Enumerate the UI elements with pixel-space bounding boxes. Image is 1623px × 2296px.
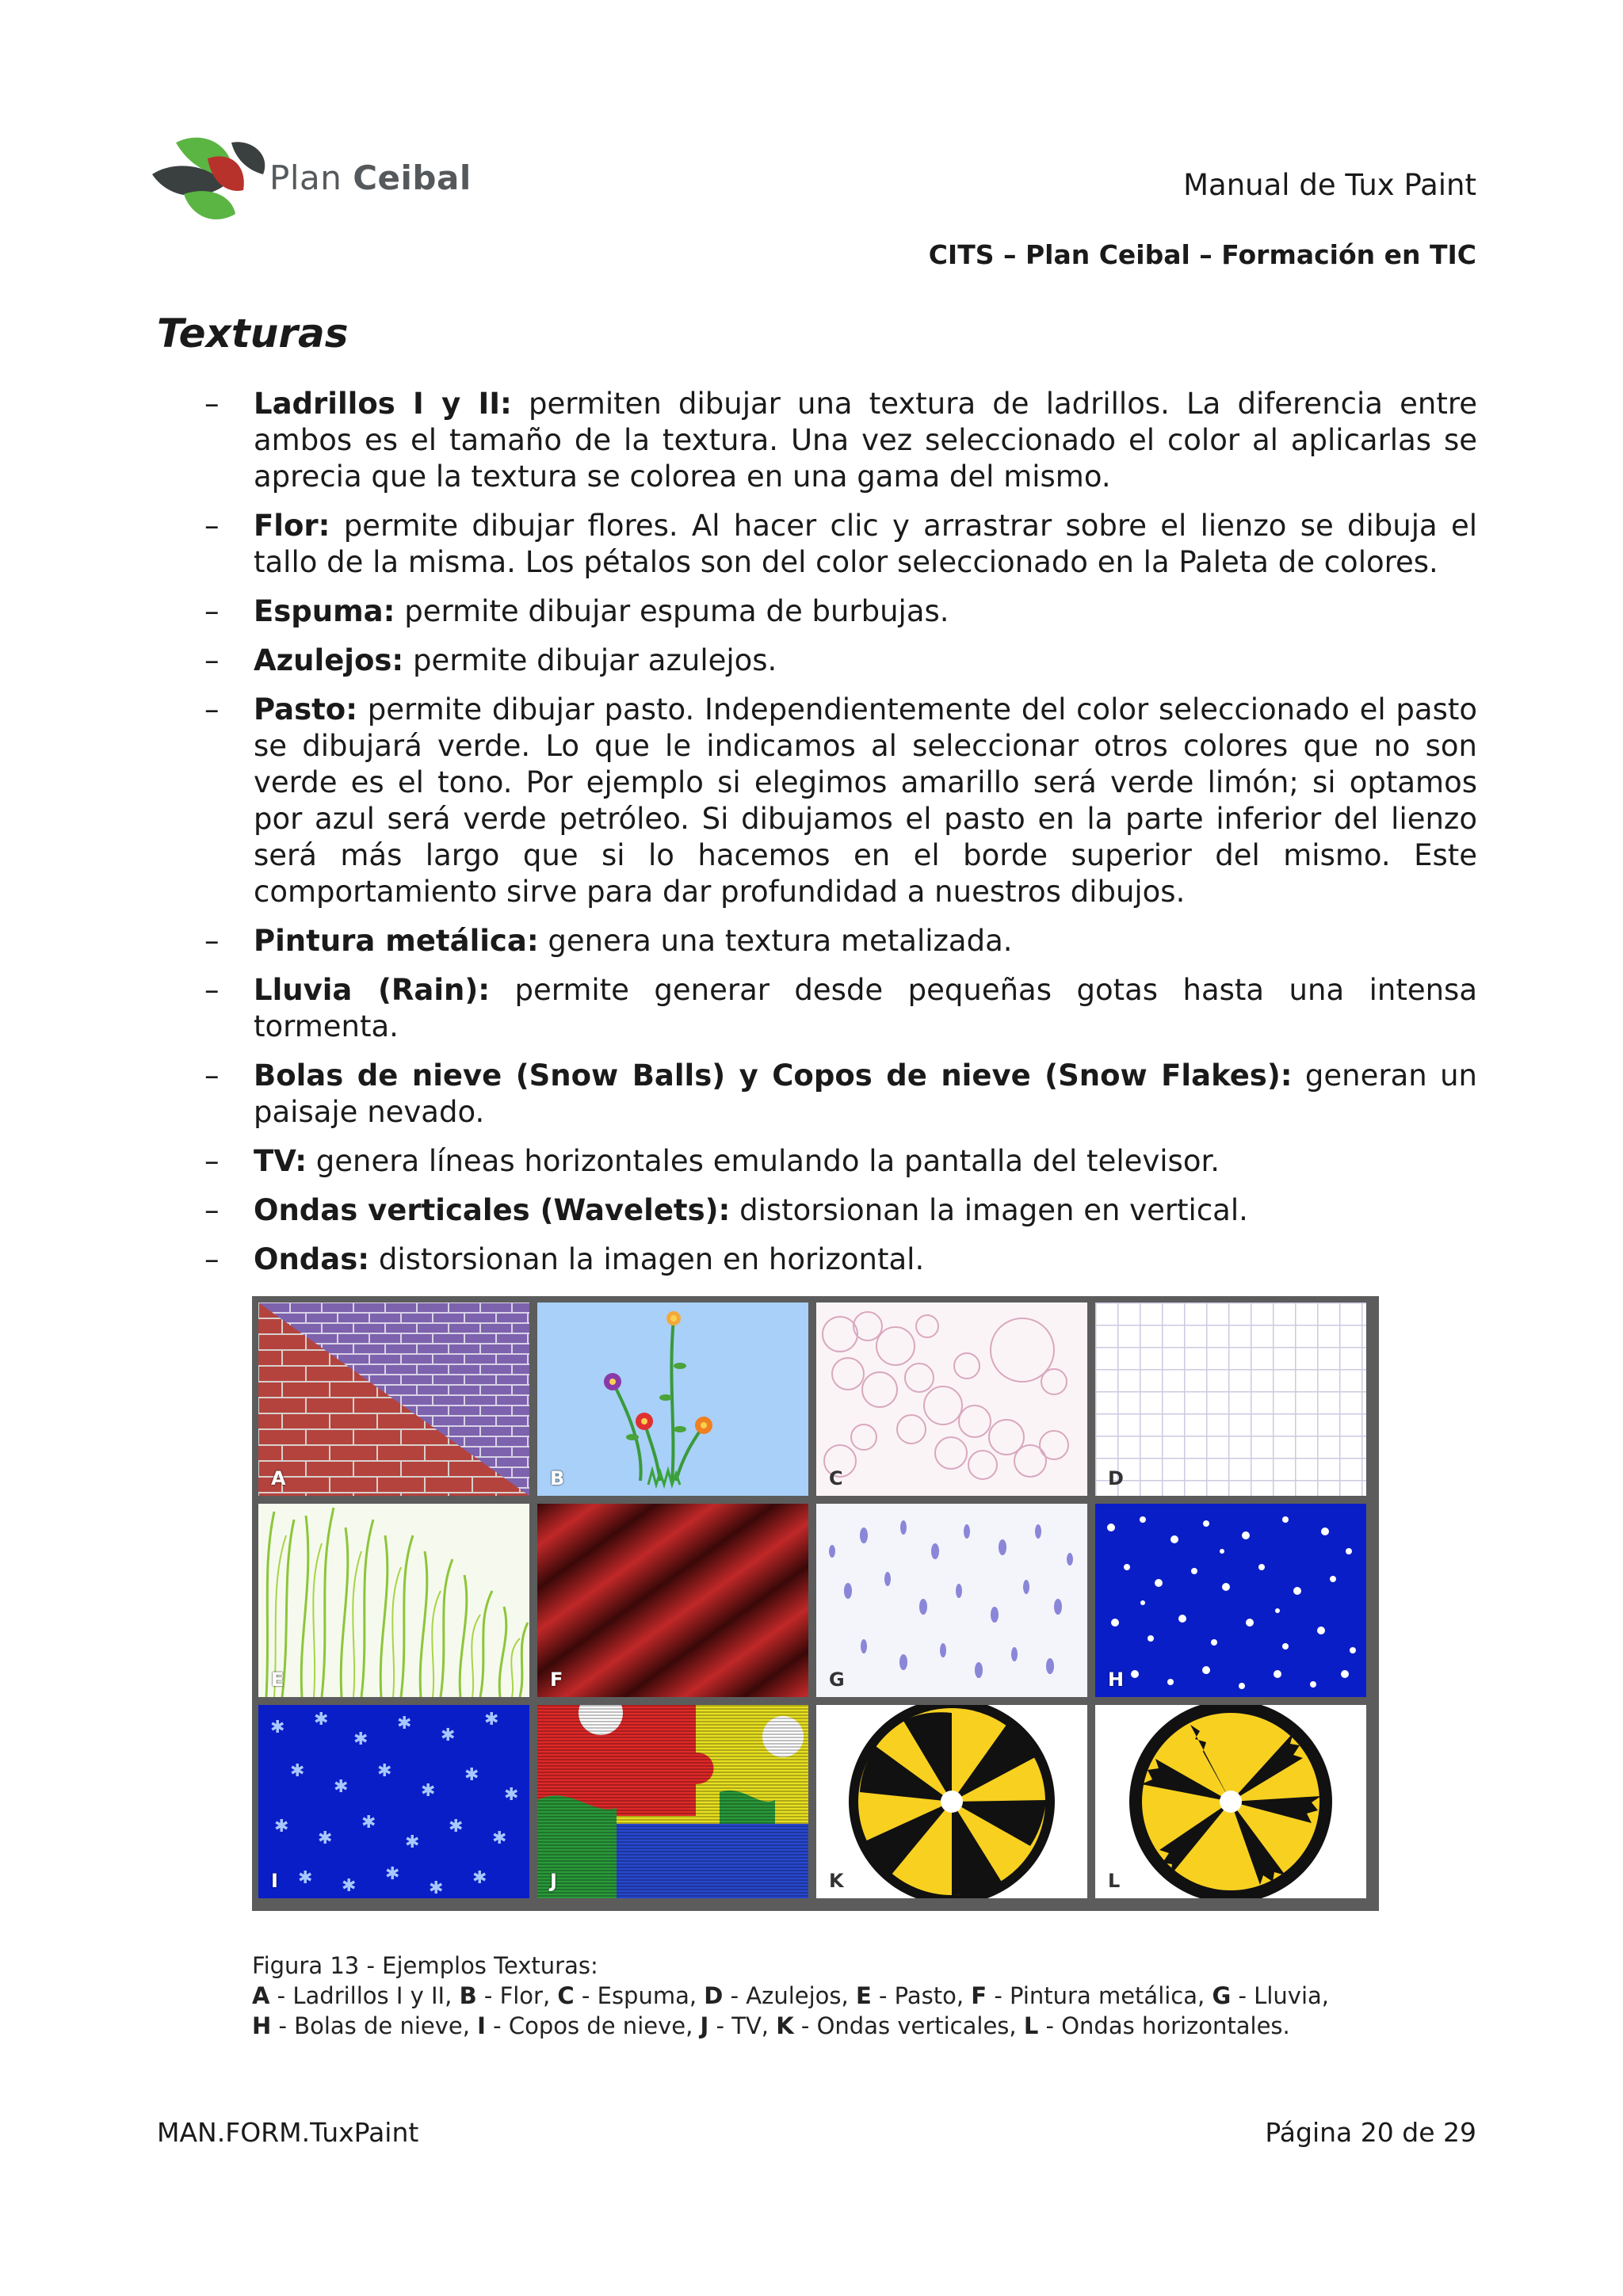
- tile-label: E: [271, 1669, 285, 1691]
- item-text: generan un paisaje nevado.: [254, 1058, 1477, 1129]
- texture-list: [204, 386, 1477, 1291]
- tile-label: I: [271, 1870, 278, 1892]
- caption-value: - Pintura metálica,: [987, 1982, 1212, 2009]
- list-item: [204, 1241, 1477, 1278]
- caption-key: H: [252, 2012, 272, 2039]
- caption-line-2: [252, 1981, 1329, 2011]
- svg-text:✱: ✱: [472, 1868, 487, 1888]
- caption-value: - Ondas horizontales.: [1038, 2012, 1290, 2039]
- tile-horizontal-waves: [1095, 1705, 1366, 1898]
- list-item: [204, 923, 1477, 959]
- item-term: Azulejos:: [254, 643, 404, 677]
- caption-key: B: [459, 1982, 477, 2009]
- item-term: Bolas de nieve (Snow Balls) y Copos de nieve (Snow Flakes):: [254, 1058, 1293, 1093]
- tile-label: F: [550, 1669, 563, 1691]
- item-term: TV:: [254, 1144, 307, 1178]
- svg-text:✱: ✱: [318, 1829, 333, 1848]
- tile-grass: [258, 1504, 529, 1697]
- caption-value: - TV,: [708, 2012, 777, 2039]
- svg-text:✱: ✱: [405, 1833, 420, 1852]
- list-item: [204, 643, 1477, 679]
- item-text: permite generar desde pequeñas gotas hasta una intensa tormenta.: [254, 973, 1477, 1043]
- caption-key: I: [477, 2012, 486, 2039]
- svg-text:✱: ✱: [385, 1864, 400, 1884]
- svg-text:✱: ✱: [361, 1813, 376, 1833]
- list-item: [204, 508, 1477, 581]
- tile-label: C: [829, 1467, 843, 1489]
- svg-text:✱: ✱: [270, 1718, 285, 1737]
- tile-vertical-waves: [816, 1705, 1087, 1898]
- footer-doc-code: MAN.FORM.TuxPaint: [157, 2117, 419, 2148]
- tile-label: A: [271, 1467, 286, 1489]
- tile-foam: [816, 1302, 1087, 1496]
- svg-text:✱: ✱: [504, 1785, 519, 1805]
- item-term: Flor:: [254, 509, 330, 543]
- svg-text:✱: ✱: [449, 1817, 464, 1836]
- item-term: Ladrillos I y II:: [254, 387, 512, 421]
- bullet-dash: –: [204, 1058, 220, 1093]
- item-term: Ondas:: [254, 1242, 370, 1276]
- list-item: [204, 386, 1477, 495]
- svg-text:✱: ✱: [397, 1714, 412, 1733]
- item-text: permite dibujar pasto. Independientemente del color seleccionado el pasto se dibujará verde. Lo que le indicamos al seleccionar otros colores que no son verde es el tono. Por ejemplo si elegimos amarillo será verde limón; si optamos por azul será verde petróleo. Si dibujamos el pasto en la parte inferior del lienzo será más largo que si lo hacemos en el borde superior del mismo. Este comportamiento sirve para dar profundidad a nuestros dibujos.: [254, 692, 1477, 909]
- caption-value: - Ladrillos I y II,: [269, 1982, 460, 2009]
- svg-text:✱: ✱: [290, 1761, 305, 1781]
- tile-rain: [816, 1504, 1087, 1697]
- tile-tv: [537, 1705, 808, 1898]
- item-text: permiten dibujar una textura de ladrillos. La diferencia entre ambos es el tamaño de la textura. Una vez seleccionado el color al aplicarlas se aprecia que la textura se colorea en una gama del mismo.: [254, 387, 1477, 494]
- bullet-dash: –: [204, 387, 220, 421]
- bullet-dash: –: [204, 1193, 220, 1227]
- caption-key: E: [855, 1982, 872, 2009]
- item-text: genera líneas horizontales emulando la pantalla del televisor.: [307, 1144, 1220, 1178]
- caption-line-3: [252, 2011, 1329, 2041]
- svg-text:✱: ✱: [429, 1878, 444, 1898]
- item-term: Lluvia (Rain):: [254, 973, 491, 1007]
- item-term: Pasto:: [254, 692, 358, 727]
- list-item: [204, 593, 1477, 630]
- caption-title: Figura 13 - Ejemplos Texturas:: [252, 1952, 598, 1979]
- tile-label: L: [1108, 1870, 1121, 1892]
- list-item: [204, 972, 1477, 1045]
- bullet-dash: –: [204, 692, 220, 727]
- svg-text:✱: ✱: [484, 1710, 499, 1730]
- caption-value: - Pasto,: [871, 1982, 972, 2009]
- section-title: Texturas: [157, 311, 349, 357]
- document-title: Manual de Tux Paint: [1183, 168, 1476, 202]
- bullet-dash: –: [204, 1144, 220, 1178]
- item-term: Ondas verticales (Wavelets):: [254, 1193, 731, 1227]
- tile-bricks: [258, 1302, 529, 1496]
- caption-key: L: [1023, 2012, 1039, 2039]
- item-text: genera una textura metalizada.: [538, 924, 1013, 958]
- bullet-dash: –: [204, 594, 220, 628]
- caption-value: - Lluvia,: [1231, 1982, 1329, 2009]
- bullet-dash: –: [204, 509, 220, 543]
- svg-text:✱: ✱: [334, 1777, 349, 1797]
- bullet-dash: –: [204, 1242, 220, 1276]
- tile-snow-balls: [1095, 1504, 1366, 1697]
- logo-text: Plan Ceibal: [269, 158, 472, 197]
- tile-label: D: [1108, 1467, 1124, 1489]
- tile-flowers: [537, 1302, 808, 1496]
- caption-key: F: [971, 1982, 987, 2009]
- caption-value: - Bolas de nieve,: [271, 2012, 478, 2039]
- bullet-dash: –: [204, 924, 220, 958]
- bullet-dash: –: [204, 643, 220, 677]
- caption-value: - Ondas verticales,: [793, 2012, 1024, 2039]
- item-text: permite dibujar espuma de burbujas.: [395, 594, 949, 628]
- caption-key: K: [776, 2012, 794, 2039]
- texture-examples-figure: [252, 1296, 1379, 1911]
- tile-metal-paint: [537, 1504, 808, 1697]
- svg-text:✱: ✱: [492, 1829, 507, 1848]
- caption-value: - Copos de nieve,: [485, 2012, 701, 2039]
- item-term: Espuma:: [254, 594, 395, 628]
- document-subtitle: CITS – Plan Ceibal – Formación en TIC: [928, 239, 1476, 270]
- svg-text:✱: ✱: [274, 1817, 289, 1836]
- caption-value: - Azulejos,: [723, 1982, 856, 2009]
- caption-key: G: [1212, 1982, 1232, 2009]
- list-item: [204, 692, 1477, 910]
- list-item: [204, 1192, 1477, 1229]
- svg-text:✱: ✱: [441, 1726, 456, 1745]
- tile-label: B: [550, 1467, 565, 1489]
- caption-key: D: [704, 1982, 724, 2009]
- footer-page-number: Página 20 de 29: [1265, 2117, 1476, 2148]
- item-text: distorsionan la imagen en vertical.: [730, 1193, 1248, 1227]
- svg-text:✱: ✱: [353, 1730, 369, 1749]
- svg-text:✱: ✱: [342, 1876, 357, 1896]
- tile-label: J: [550, 1870, 557, 1892]
- item-text: distorsionan la imagen en horizontal.: [369, 1242, 925, 1276]
- item-text: permite dibujar flores. Al hacer clic y arrastrar sobre el lienzo se dibuja el tallo de la misma. Los pétalos son del color seleccionado en la Paleta de colores.: [254, 509, 1477, 579]
- item-term: Pintura metálica:: [254, 924, 539, 958]
- svg-text:✱: ✱: [298, 1868, 313, 1888]
- svg-text:✱: ✱: [464, 1765, 479, 1785]
- tile-snow-flakes: [258, 1705, 529, 1898]
- tile-label: H: [1108, 1669, 1125, 1691]
- caption-key: C: [557, 1982, 575, 2009]
- list-item: [204, 1058, 1477, 1131]
- caption-value: - Espuma,: [574, 1982, 705, 2009]
- ceibal-leaf-icon: [152, 127, 279, 230]
- list-item: [204, 1143, 1477, 1180]
- figure-caption: [252, 1951, 1329, 2041]
- caption-key: A: [252, 1982, 270, 2009]
- caption-value: - Flor,: [476, 1982, 558, 2009]
- caption-key: J: [700, 2012, 709, 2039]
- svg-text:✱: ✱: [377, 1761, 392, 1781]
- bullet-dash: –: [204, 973, 220, 1007]
- svg-text:✱: ✱: [421, 1781, 436, 1801]
- svg-text:✱: ✱: [314, 1710, 329, 1730]
- tile-grid: [1095, 1302, 1366, 1496]
- tile-label: K: [829, 1870, 844, 1892]
- tile-label: G: [829, 1669, 845, 1691]
- item-text: permite dibujar azulejos.: [403, 643, 777, 677]
